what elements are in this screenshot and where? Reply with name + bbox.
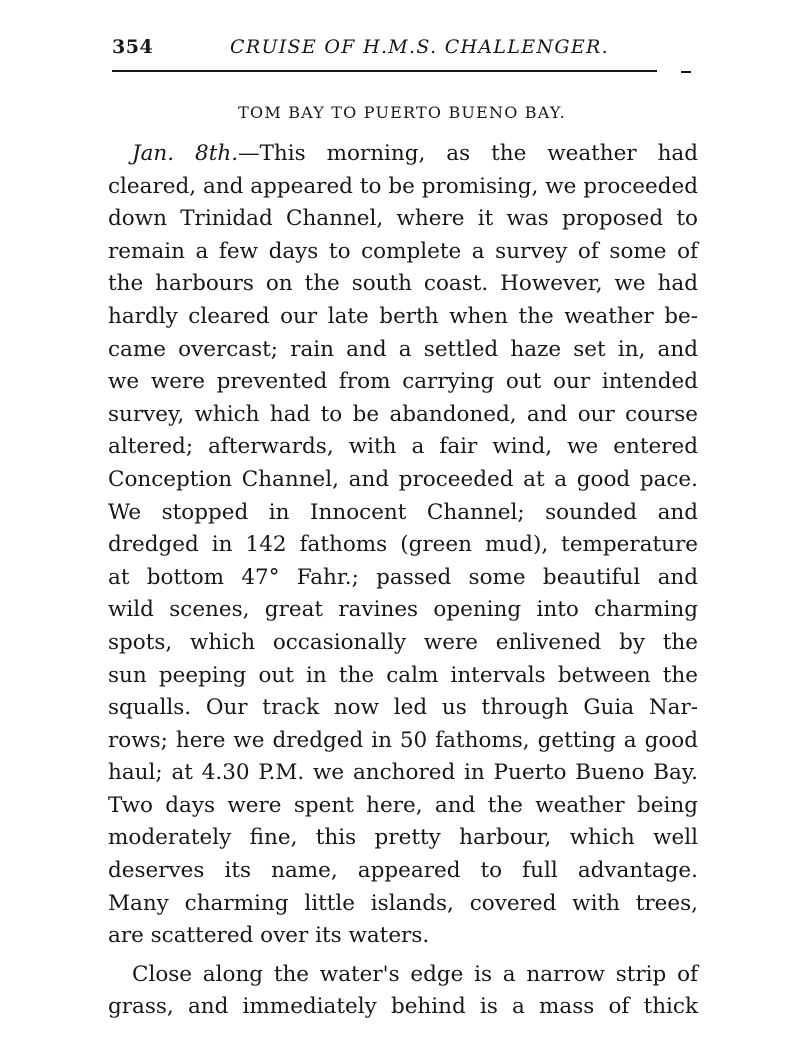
text-line: hardly cleared our late berth when the weather be- <box>108 303 698 329</box>
text-line: We stopped in Innocent Channel; sounded and <box>108 499 698 525</box>
text-line: Close along the water's edge is a narrow strip of <box>132 961 698 987</box>
text-line: Jan. 8th.—This morning, as the weather had <box>132 141 699 166</box>
body-text <box>108 138 698 1024</box>
header-rule-tick <box>681 71 691 73</box>
text-line: we were prevented from carrying out our intended <box>108 369 698 395</box>
paragraph <box>108 959 698 1024</box>
running-title: CRUISE OF H.M.S. CHALLENGER. <box>230 36 609 58</box>
paragraph <box>108 138 698 953</box>
text-line: squalls. Our track now led us through Guia Nar- <box>108 695 698 721</box>
text-line: sun peeping out in the calm intervals between the <box>108 662 698 688</box>
text-line: moderately fine, this pretty harbour, which well <box>108 825 698 851</box>
text-line: Many charming little islands, covered with trees, <box>108 890 698 916</box>
header-rule <box>112 70 657 72</box>
text-line: are scattered over its waters. <box>108 923 430 949</box>
running-header <box>112 36 692 66</box>
text-line: grass, and immediately behind is a mass of thick <box>108 994 698 1020</box>
text-line: altered; afterwards, with a fair wind, we entered <box>108 434 698 460</box>
text-line: survey, which had to be abandoned, and our course <box>108 401 698 427</box>
text-line: cleared, and appeared to be promising, we proceeded <box>108 173 698 199</box>
text-line: at bottom 47° Fahr.; passed some beautiful and <box>108 564 698 590</box>
text-line: down Trinidad Channel, where it was proposed to <box>108 206 698 232</box>
text-line: deserves its name, appeared to full advantage. <box>108 858 698 884</box>
text-line: Two days were spent here, and the weather being <box>108 792 698 818</box>
text-line: the harbours on the south coast. However, we had <box>108 271 698 297</box>
text-line: remain a few days to complete a survey of some of <box>108 238 698 264</box>
page-number: 354 <box>112 36 154 58</box>
text-line: dredged in 142 fathoms (green mud), temperature <box>108 532 698 558</box>
text-line: haul; at 4.30 P.M. we anchored in Puerto Bueno Bay. <box>108 760 698 786</box>
text-line: rows; here we dredged in 50 fathoms, getting a good <box>108 727 698 753</box>
date-lead: Jan. 8th. <box>132 141 239 166</box>
text-line: Conception Channel, and proceeded at a good pace. <box>108 466 698 492</box>
section-heading: TOM BAY TO PUERTO BUENO BAY. <box>238 103 566 122</box>
text-line: wild scenes, great ravines opening into charming <box>108 597 698 623</box>
text-line: spots, which occasionally were enlivened by the <box>108 629 698 655</box>
text-line: came overcast; rain and a settled haze set in, and <box>108 336 698 362</box>
